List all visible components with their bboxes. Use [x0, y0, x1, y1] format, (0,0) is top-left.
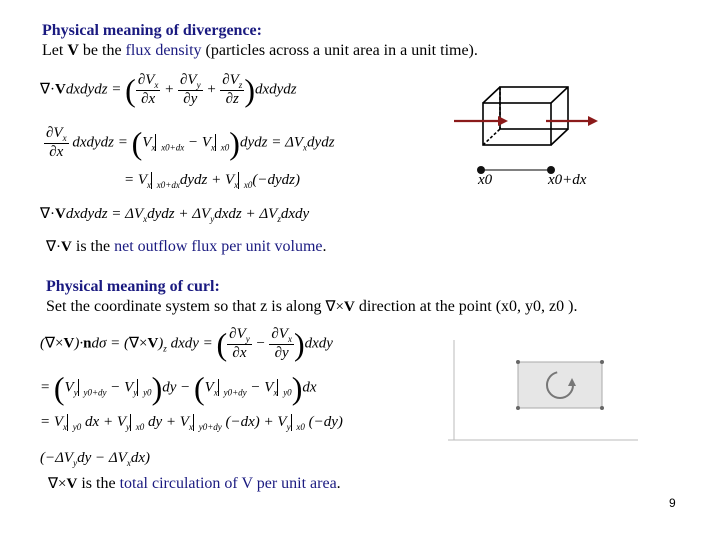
page-number: 9 [669, 496, 676, 510]
curl-equation-2: = ($V_y$ $_{y0+dy} - V_y$ $_{y0})dy - (V_x$ $_{y0+dy} - V_x$ $_{y0}$)dx [40, 370, 317, 406]
circulation-sentence: ∇×V is the total circulation of V per unit area. [48, 475, 341, 492]
divergence-equation-2: $\frac{\partial V_x}{\partial x}$ dxdydz = ($V_x$ $_{x0+dx} - V_x$ $_{x0}$)dydz = $\Delta V_xdydz$ [46, 125, 335, 161]
divergence-equation-1: ∇·Vdxdydz = ( $\frac{\partial V_x}{\partial x}$ + $\frac{\partial V_y}{\partial y}$ + $\frac{\partial V_z}{\partial z}$ )dxdydz [40, 72, 297, 108]
curl-diagram [442, 340, 638, 446]
curl-heading: Physical meaning of curl: [46, 278, 220, 295]
divergence-equation-3: = $V_x$ $_{x0+dx}$dydz + $V_x$ $_{x0}$(−dydz) [124, 172, 300, 190]
divergence-equation-4: ∇·Vdxdydz = $\Delta V_xdydz$ + $\Delta V_ydxdz$ + $\Delta V_zdxdy$ [40, 206, 310, 224]
cube-diagram [440, 75, 620, 200]
label-x0dx: x0+dx [548, 172, 587, 188]
curl-equation-1: $(\nabla\times V)\cdot nd\sigma = (\nabla\times V)_z$ dxdy = ( $\frac{\partial V_y}{\partial x}$ − $\frac{\partial V_x}{\partial y}$ )dxdy [40, 326, 333, 362]
cube-back-face [500, 87, 568, 129]
curl-coordinate-sentence: Set the coordinate system so that z is along ∇×V direction at the point (x0, y0, z0 ). [46, 298, 578, 315]
divergence-heading: Physical meaning of divergence: [42, 22, 262, 39]
curl-equation-3: = $V_x$ $_{y0}$ dx + $V_y$ $_{x0}$ dy + $V_x$ $_{y0+dy}$ $(-dx) + V_y$ $_{x0}$ (−dy) [40, 414, 343, 432]
curl-area-rect [518, 362, 602, 408]
label-x0: x0 [478, 172, 493, 188]
divergence-intro: Let V be the flux density (particles across a unit area in a unit time). [42, 42, 478, 59]
net-outflow-sentence: ∇·V is the net outflow flux per unit volume. [46, 238, 327, 255]
curl-equation-4: $(-\Delta V_ydy - \Delta V_xdx)$ [40, 450, 150, 468]
cube-front-face [483, 103, 551, 145]
